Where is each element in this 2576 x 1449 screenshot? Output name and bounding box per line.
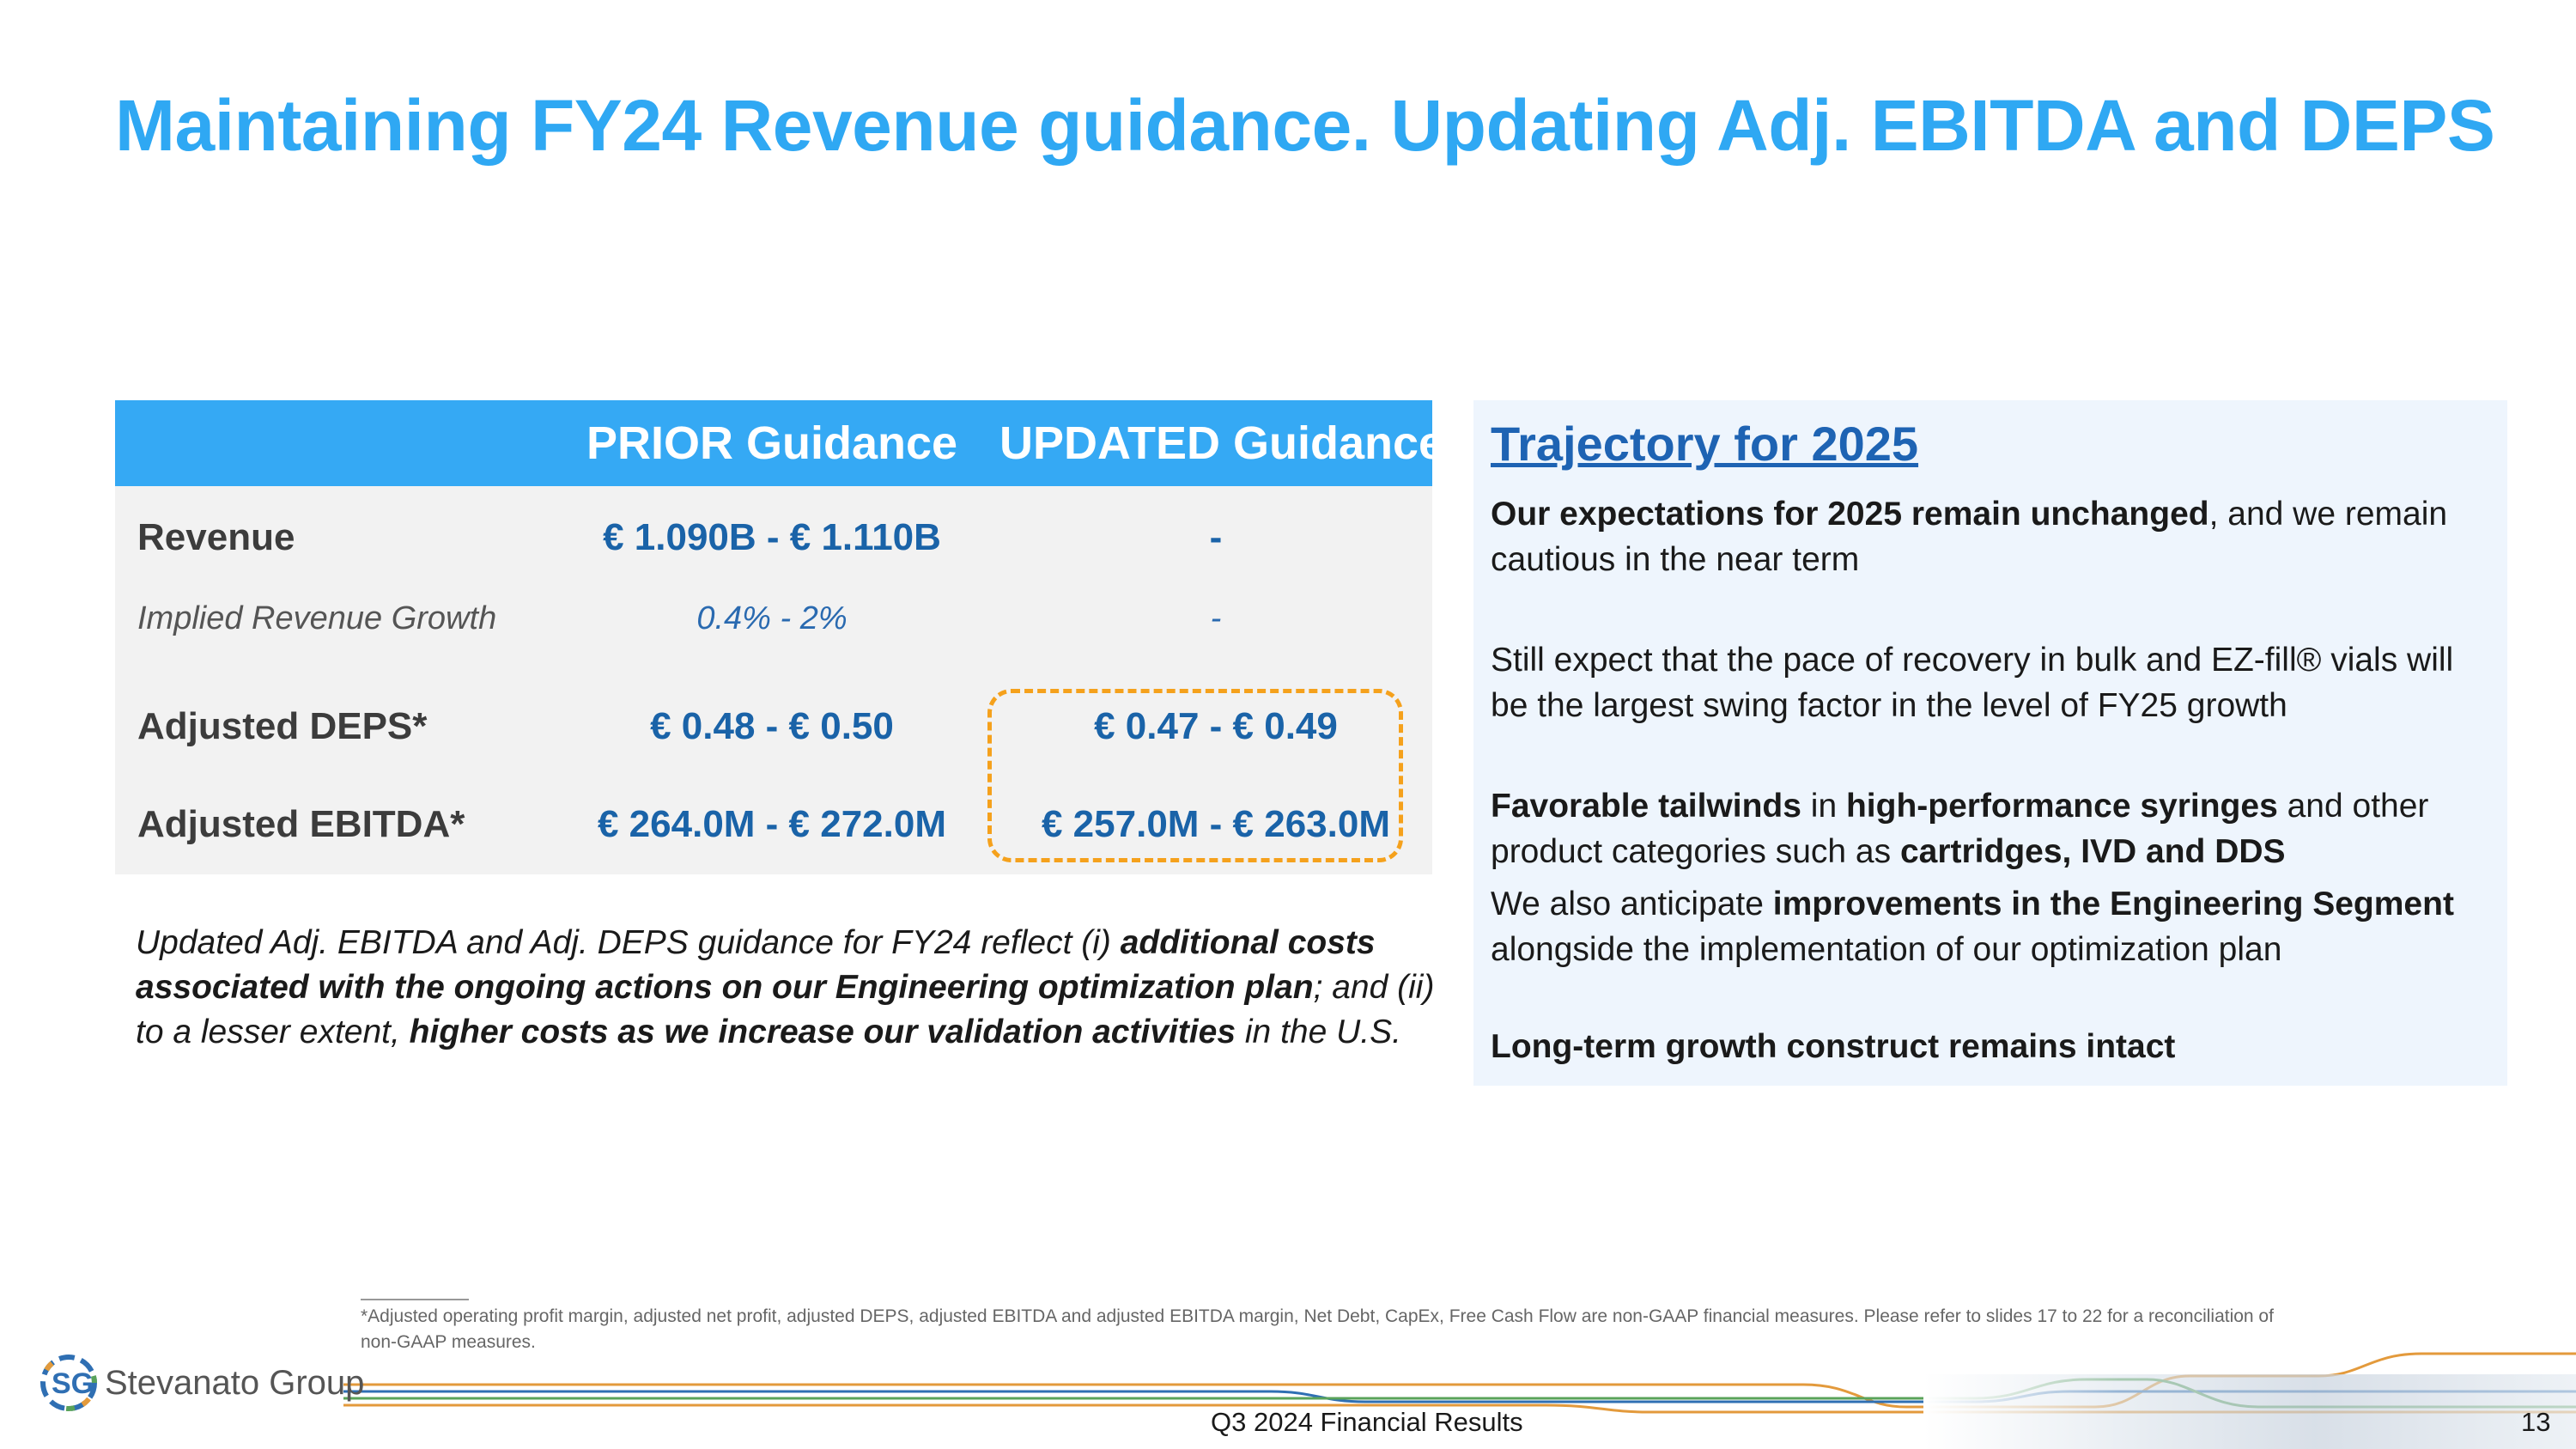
deps-prior-value: € 0.48 - € 0.50	[650, 705, 894, 747]
growth-prior-value: 0.4% - 2%	[696, 600, 848, 636]
panel-paragraph: Still expect that the pace of recovery in bulk and EZ-fill® vials will be the largest swing factor in the level of FY25 growth	[1491, 642, 2454, 724]
footnote: *Adjusted operating profit margin, adjusted net profit, adjusted DEPS, adjusted EBITDA and adjusted EBITDA margin, Net Debt, CapEx, Free Cash Flow are non-GAAP financial measures. Please refer to slides 17 to 22 for a reconciliation of non-GAAP measures.	[361, 1306, 2274, 1352]
header-updated-guidance: UPDATED Guidance	[999, 417, 1445, 469]
table-row	[115, 495, 1432, 581]
updated-values-highlight	[987, 689, 1403, 862]
logo-mark: SG	[52, 1367, 94, 1400]
note-text: Updated Adj. EBITDA and Adj. DEPS guidance for FY24 reflect (i)	[136, 924, 1121, 961]
table-row	[115, 575, 1432, 661]
logo-text: Stevanato Group	[105, 1364, 365, 1402]
paragraph-text: and other product categories such as	[1491, 788, 2429, 870]
paragraph-emphasis: Our expectations for 2025 remain unchanged	[1491, 496, 2209, 533]
paragraph-text: , and we remain cautious in the near term	[1491, 496, 2448, 578]
panel-paragraph	[1491, 1024, 2495, 1069]
footer-product-image	[1923, 1374, 2576, 1449]
panel-paragraph	[1491, 491, 2495, 582]
footer-caption: Q3 2024 Financial Results	[1211, 1407, 1523, 1437]
ebitda-updated-value: € 257.0M - € 263.0M	[1041, 803, 1390, 845]
revenue-updated-value: -	[1209, 516, 1223, 558]
paragraph-text: We also anticipate	[1491, 886, 1773, 922]
deps-updated-value: € 0.47 - € 0.49	[1094, 705, 1338, 747]
trajectory-panel	[1473, 400, 2507, 1086]
slide-title: Maintaining FY24 Revenue guidance. Updating Adj. EBITDA and DEPS	[115, 85, 2495, 166]
panel-paragraph	[1491, 881, 2495, 972]
paragraph-text: in	[1801, 788, 1846, 825]
note-emphasis: higher costs as we increase our validation activities	[409, 1014, 1236, 1050]
guidance-note	[136, 921, 1441, 1055]
paragraph-emphasis: high-performance syringes	[1845, 788, 2278, 825]
paragraph-emphasis: Favorable tailwinds	[1491, 788, 1801, 825]
note-emphasis: additional costs associated with the ongoing actions on our Engineering optimization plan	[136, 924, 1376, 1006]
paragraph-emphasis: improvements in the Engineering Segment	[1772, 886, 2454, 922]
page-number: 13	[2521, 1407, 2551, 1437]
panel-title: Trajectory for 2025	[1491, 417, 1919, 471]
paragraph-emphasis: Long-term growth construct remains intact	[1491, 1028, 2176, 1065]
row-label-implied-growth: Implied Revenue Growth	[137, 600, 497, 636]
paragraph-text: alongside the implementation of our optimization plan	[1491, 931, 2282, 968]
paragraph-emphasis: cartridges, IVD and DDS	[1899, 833, 2286, 870]
row-label-adjusted-deps: Adjusted DEPS*	[137, 705, 428, 747]
note-text: ; and (ii) to a lesser extent,	[136, 969, 1435, 1050]
ebitda-prior-value: € 264.0M - € 272.0M	[597, 803, 946, 845]
table-header	[115, 400, 1445, 486]
row-label-revenue: Revenue	[137, 516, 295, 558]
header-prior-guidance: PRIOR Guidance	[586, 417, 958, 469]
note-text: in the U.S.	[1236, 1014, 1401, 1050]
row-label-adjusted-ebitda: Adjusted EBITDA*	[137, 803, 465, 845]
growth-updated-value: -	[1210, 600, 1222, 636]
panel-paragraph	[1491, 783, 2495, 874]
revenue-prior-value: € 1.090B - € 1.110B	[603, 516, 941, 558]
footnote-rule	[361, 1299, 469, 1300]
guidance-table	[115, 400, 1445, 874]
